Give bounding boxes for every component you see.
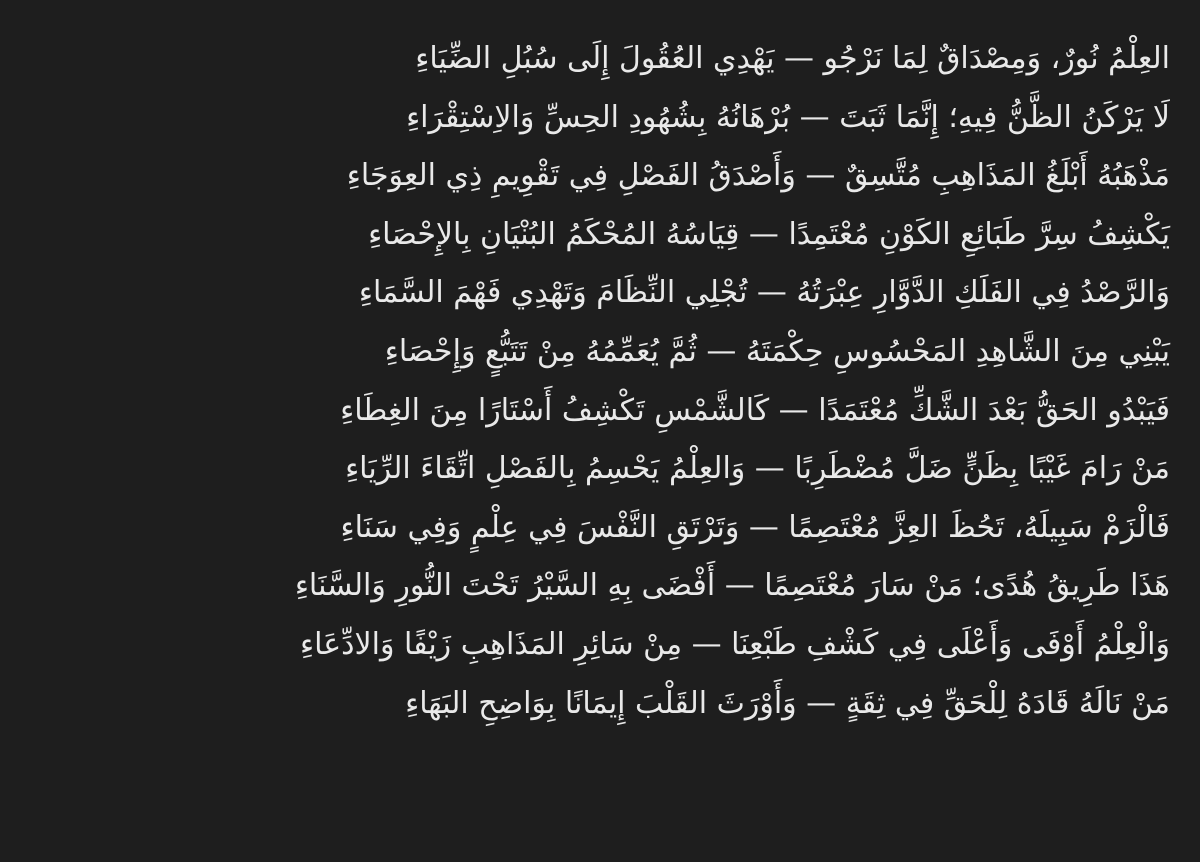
poem-line: يَكْشِفُ سِرَّ طَبَائِعِ الكَوْنِ مُعْتَمِدًا — قِيَاسُهُ المُحْكَمُ البُنْيَانِ بِالإِحْصَاءِ — [368, 216, 1170, 252]
poem-text — [30, 30, 1170, 733]
poem-line: لَا يَرْكَنُ الظَّنُّ فِيهِ؛ إِنَّمَا ثَبَتَ — بُرْهَانُهُ بِشُهُودِ الحِسِّ وَالاِسْتِقْرَاءِ — [406, 99, 1170, 135]
poem-line: فَالْزَمْ سَبِيلَهُ، تَحُظَ العِزَّ مُعْتَصِمًا — وَتَرْتَقِ النَّفْسَ فِي عِلْمٍ وَفِي سَنَاءِ — [340, 509, 1170, 545]
poem-line: فَيَبْدُو الحَقُّ بَعْدَ الشَّكِّ مُعْتَمَدًا — كَالشَّمْسِ تَكْشِفُ أَسْتَارًا مِنَ الغِطَاءِ — [340, 392, 1170, 428]
poem-line: هَذَا طَرِيقُ هُدًى؛ مَنْ سَارَ مُعْتَصِمًا — أَفْضَى بِهِ السَّيْرُ تَحْتَ النُّورِ وَالسَّنَاءِ — [294, 568, 1170, 604]
poem-line: مَذْهَبُهُ أَبْلَغُ المَذَاهِبِ مُتَّسِقٌ — وَأَصْدَقُ الفَصْلِ فِي تَقْوِيمِ ذِي العِوَجَاءِ — [346, 158, 1170, 194]
poem-line: العِلْمُ نُورٌ، وَمِصْدَاقٌ لِمَا نَرْجُو — يَهْدِي العُقُولَ إِلَى سُبُلِ الضِّيَاءِ — [415, 41, 1170, 76]
poem-line: مَنْ نَالَهُ قَادَهُ لِلْحَقِّ فِي ثِقَةٍ — وَأَوْرَثَ القَلْبَ إِيمَانًا بِوَاضِحِ البَهَاءِ — [405, 685, 1170, 721]
poem-line: يَبْنِي مِنَ الشَّاهِدِ المَحْسُوسِ حِكْمَتَهُ — ثُمَّ يُعَمِّمُهُ مِنْ تَتَبُّعٍ وَإِحْصَاءِ — [384, 333, 1170, 369]
poem-line: مَنْ رَامَ غَيْبًا بِظَنٍّ ضَلَّ مُضْطَرِبًا — وَالعِلْمُ يَحْسِمُ بِالفَصْلِ اتِّقَاءَ الرِّيَاءِ — [345, 451, 1170, 487]
poem-line: وَالرَّصْدُ فِي الفَلَكِ الدَّوَّارِ عِبْرَتُهُ — تُجْلِي النِّظَامَ وَتَهْدِي فَهْمَ السَّمَاءِ — [358, 275, 1170, 311]
poem-line: وَالْعِلْمُ أَوْفَى وَأَعْلَى فِي كَشْفِ طَبْعِنَا — مِنْ سَائِرِ المَذَاهِبِ زَيْفًا وَالادِّعَاءِ — [300, 626, 1170, 662]
